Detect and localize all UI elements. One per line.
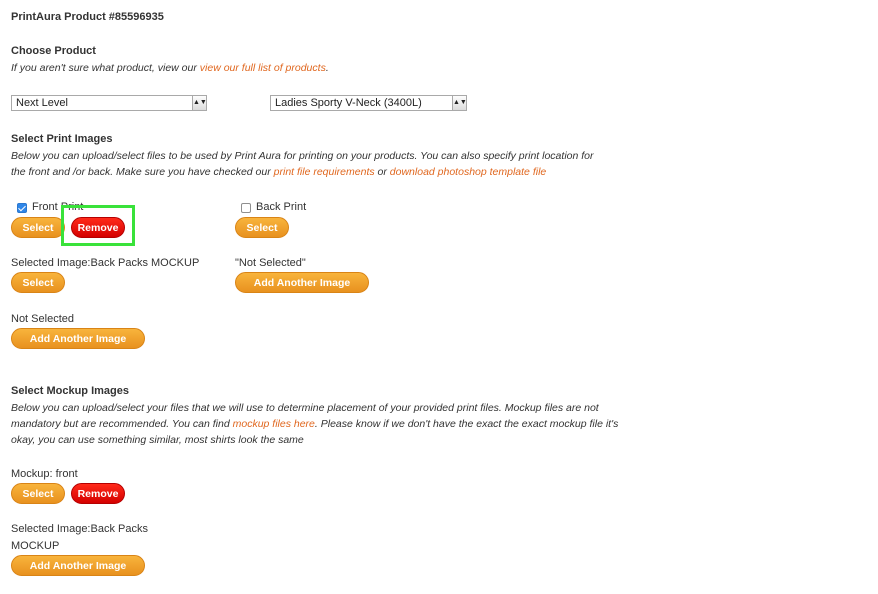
style-select-value: Ladies Sporty V-Neck (3400L) [275, 97, 422, 109]
back-add-another-image-button[interactable]: Add Another Image [235, 272, 369, 293]
chevron-down-icon: ▲▼ [452, 96, 466, 110]
print-images-desc [11, 148, 651, 180]
mockup-files-link[interactable]: mockup files here [232, 418, 315, 430]
mockup-add-another-image-button[interactable]: Add Another Image [11, 555, 145, 576]
front-print-checkbox[interactable] [17, 203, 27, 213]
front-selected-image-text: Selected Image:Back Packs MOCKUP [11, 257, 200, 269]
mockup-images-desc [11, 400, 661, 448]
mockup-select-button[interactable]: Select [11, 483, 65, 504]
front-selected-select-button[interactable]: Select [11, 272, 65, 293]
back-print-checkbox[interactable] [241, 203, 251, 213]
back-select-button[interactable]: Select [235, 217, 289, 238]
print-images-desc-or: or [374, 166, 390, 178]
back-print-label: Back Print [256, 201, 307, 213]
mockup-images-desc-line2 [11, 416, 661, 432]
front-remove-button[interactable]: Remove [71, 217, 125, 238]
mockup-selected-image-text-2: MOCKUP [11, 540, 60, 552]
mockup-front-label: Mockup: front [11, 468, 78, 480]
mockup-images-desc-line1: Below you can upload/select your files that we will use to determine placement of your provided print files. Mockup files are not [11, 402, 599, 414]
print-file-requirements-link[interactable]: print file requirements [273, 166, 375, 178]
style-select[interactable] [270, 95, 467, 111]
front-add-another-image-button[interactable]: Add Another Image [11, 328, 145, 349]
mockup-remove-button[interactable]: Remove [71, 483, 125, 504]
mockup-images-desc-suffix: . Please know if we don't have the exact the exact mockup file it's [314, 418, 619, 430]
choose-product-desc-text: If you aren't sure what product, view our [11, 62, 200, 74]
brand-select-value: Next Level [16, 97, 68, 109]
choose-product-desc-suffix: . [325, 62, 329, 74]
mockup-images-desc-line3: okay, you can use something similar, most shirts look the same [11, 434, 304, 446]
chevron-down-icon: ▲▼ [192, 96, 206, 110]
not-selected-text: Not Selected [11, 313, 74, 325]
print-images-desc-line1: Below you can upload/select files to be used by Print Aura for printing on your products. You can also specify print location for [11, 150, 594, 162]
choose-product-desc [11, 60, 329, 76]
print-images-desc-text: the front and /or back. Make sure you have checked our [11, 166, 274, 178]
mockup-images-heading: Select Mockup Images [11, 385, 129, 397]
photoshop-template-link[interactable]: download photoshop template file [389, 166, 547, 178]
brand-select[interactable] [11, 95, 207, 111]
front-select-button[interactable]: Select [11, 217, 65, 238]
choose-product-heading: Choose Product [11, 45, 96, 57]
products-list-link[interactable]: view our full list of products [199, 62, 326, 74]
print-images-desc-line2 [11, 164, 651, 180]
front-print-label: Front Print [32, 201, 84, 213]
mockup-selected-image-text: Selected Image:Back Packs [11, 523, 148, 535]
mockup-images-desc-text: mandatory but are recommended. You can find [11, 418, 233, 430]
page-title: PrintAura Product #85596935 [11, 11, 164, 23]
print-images-heading: Select Print Images [11, 133, 113, 145]
back-selected-image-text: "Not Selected" [235, 257, 306, 269]
